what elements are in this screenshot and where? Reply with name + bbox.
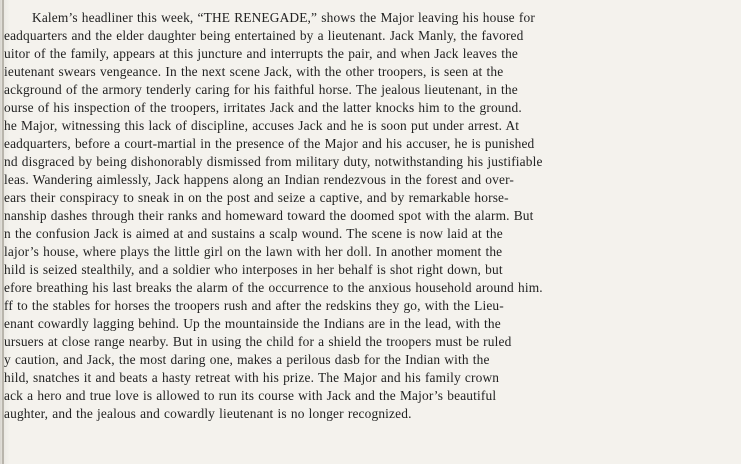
text-line: ieutenant swears vengeance. In the next scene Jack, with the other troopers, is seen at the [4,64,504,79]
text-line: ourse of his inspection of the troopers, irritates Jack and the latter knocks him to the ground. [4,100,522,115]
text-line: lajor’s house, where plays the little girl on the lawn with her doll. In another moment the [4,244,503,259]
text-line: aughter, and the jealous and cowardly lieutenant is no longer recognized. [4,406,412,421]
text-line: eadquarters, before a court-martial in the presence of the Major and his accuser, he is punished [4,136,535,151]
text-line: ursuers at close range nearby. But in using the child for a shield the troopers must be ruled [4,334,512,349]
text-line: he Major, witnessing this lack of discipline, accuses Jack and he is soon put under arrest. At [4,118,520,133]
text-line: uitor of the family, appears at this juncture and interrupts the pair, and when Jack leaves the [4,46,519,61]
text-line: hild, snatches it and beats a hasty retreat with his prize. The Major and his family crown [4,370,500,385]
text-line: ears their conspiracy to sneak in on the post and seize a captive, and by remarkable horse- [4,190,509,205]
text-line: Kalem’s headliner this week, “THE RENEGADE,” shows the Major leaving his house for [32,10,535,25]
text-line: nd disgraced by being dishonorably dismissed from military duty, notwithstanding his justifiable [4,154,543,169]
text-line: leas. Wandering aimlessly, Jack happens along an Indian rendezvous in the forest and over- [4,172,515,187]
text-line: efore breathing his last breaks the alarm of the occurrence to the anxious household around him. [4,280,543,295]
text-line: ff to the stables for horses the troopers rush and after the redskins they go, with the Lieu- [4,298,504,313]
text-line: y caution, and Jack, the most daring one, makes a perilous dasb for the Indian with the [4,352,490,367]
text-line: eadquarters and the elder daughter being entertained by a lieutenant. Jack Manly, the favored [4,28,524,43]
text-line: hild is seized stealthily, and a soldier who interposes in her behalf is shot right down, but [4,262,503,277]
text-line: enant cowardly lagging behind. Up the mountainside the Indians are in the lead, with the [4,316,501,331]
text-line: nanship dashes through their ranks and homeward toward the doomed spot with the alarm. But [4,208,534,223]
text-line: n the confusion Jack is aimed at and sustains a scalp wound. The scene is now laid at the [4,226,503,241]
text-line: ackground of the armory tenderly caring for his faithful horse. The jealous lieutenant, in the [4,82,518,97]
text-line: ack a hero and true love is allowed to run its course with Jack and the Major’s beautiful [4,388,497,403]
